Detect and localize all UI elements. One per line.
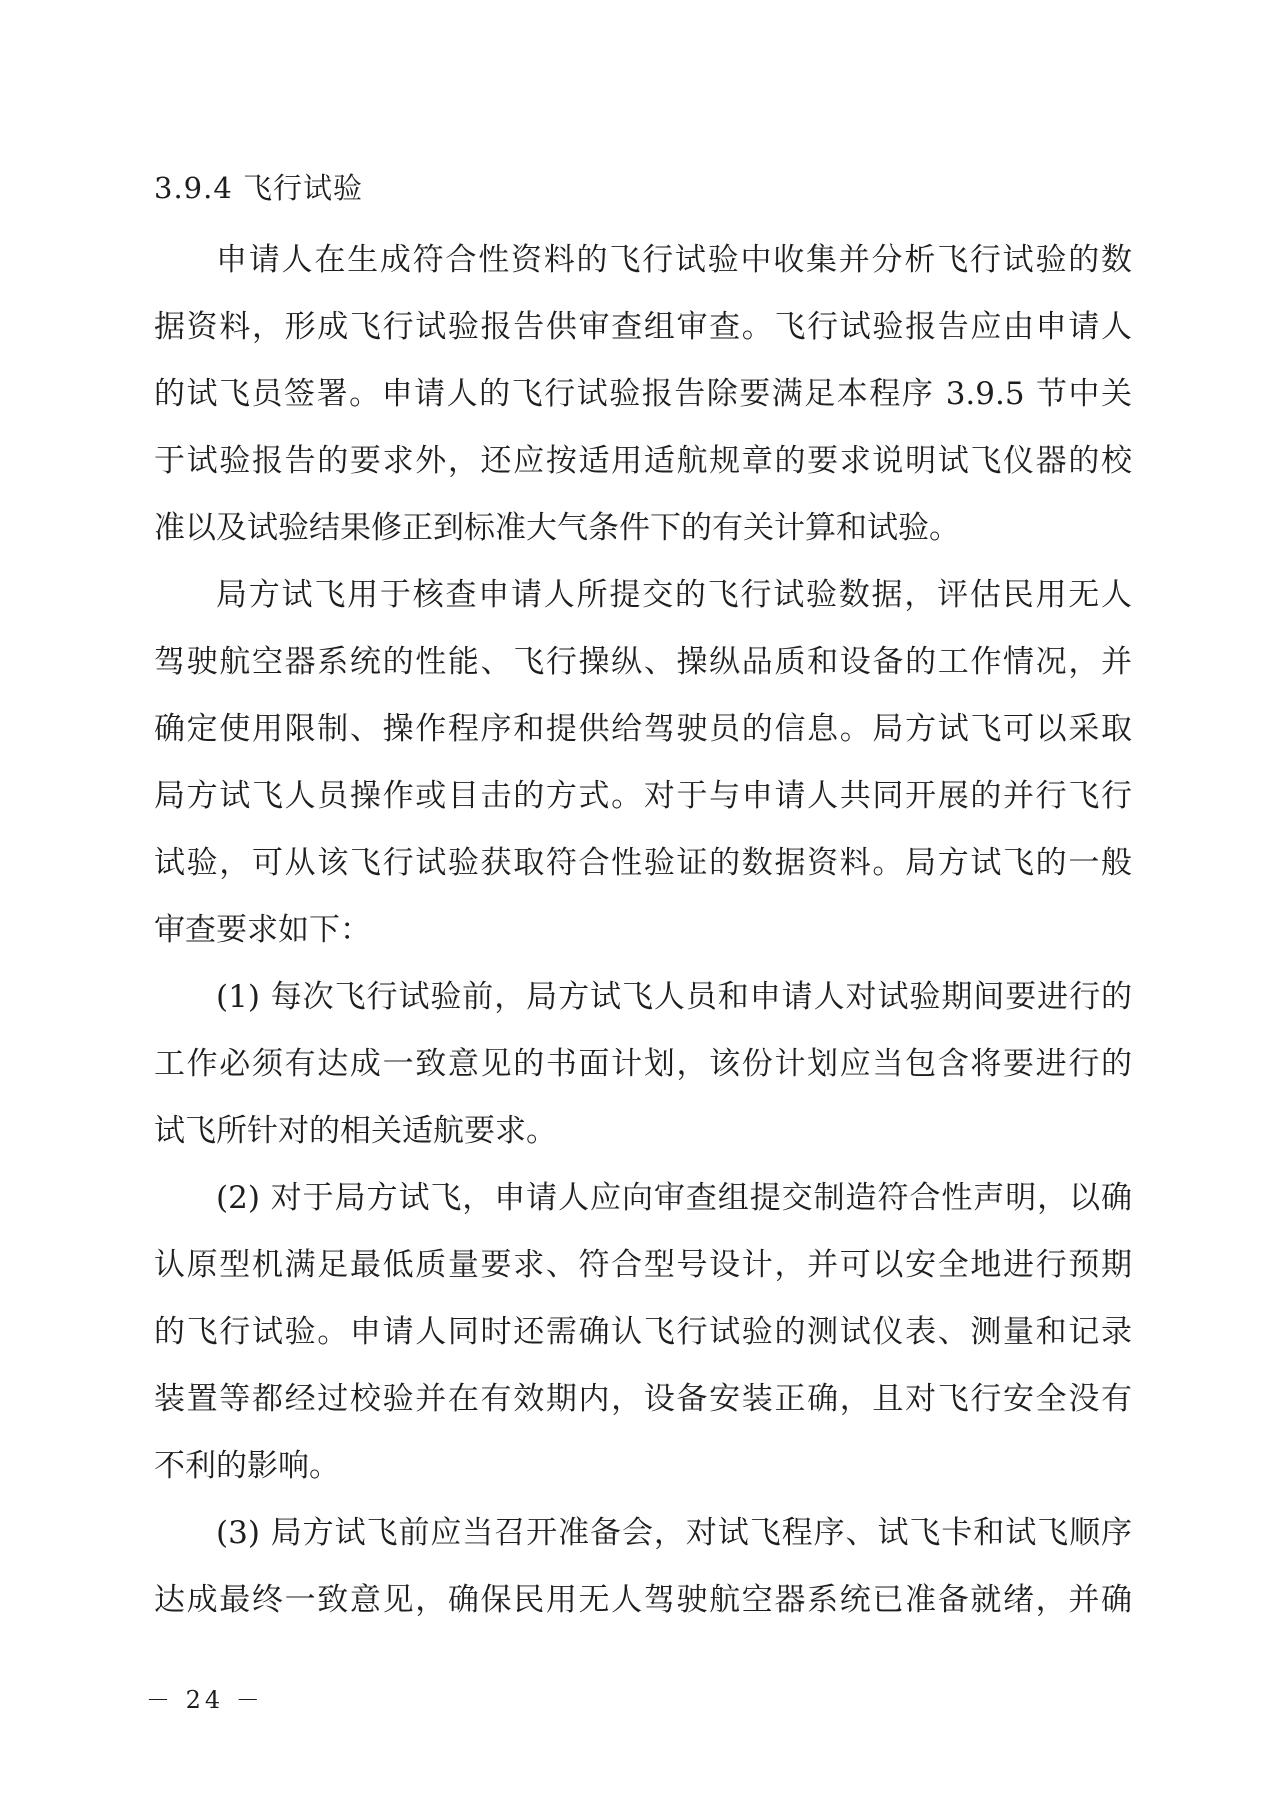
paragraph-line: 于试验报告的要求外，还应按适用适航规章的要求说明试飞仪器的校 [154,443,1132,479]
paragraph-line: 局方试飞人员操作或目击的方式。对于与申请人共同开展的并行飞行 [154,778,1132,814]
list-item-line: (3) 局方试飞前应当召开准备会，对试飞程序、试飞卡和试飞顺序 [216,1515,1132,1551]
list-item-line: 认原型机满足最低质量要求、符合型号设计，并可以安全地进行预期 [154,1247,1132,1283]
list-item-line: (1) 每次飞行试验前，局方试飞人员和申请人对试验期间要进行的 [216,979,1132,1015]
paragraph-line: 的试飞员签署。申请人的飞行试验报告除要满足本程序 3.9.5 节中关 [154,376,1132,412]
paragraph-line: 确定使用限制、操作程序和提供给驾驶员的信息。局方试飞可以采取 [154,711,1132,747]
paragraph-line: 审查要求如下： [154,912,371,948]
list-item-line: 试飞所针对的相关适航要求。 [154,1113,557,1149]
paragraph-line: 准以及试验结果修正到标准大气条件下的有关计算和试验。 [154,510,960,546]
list-item-line: 达成最终一致意见，确保民用无人驾驶航空器系统已准备就绪，并确 [154,1582,1132,1618]
list-item-line: 装置等都经过校验并在有效期内，设备安装正确，且对飞行安全没有 [154,1381,1132,1417]
paragraph-line: 试验，可从该飞行试验获取符合性验证的数据资料。局方试飞的一般 [154,845,1132,881]
list-item-line: 不利的影响。 [154,1448,340,1484]
list-item-line: (2) 对于局方试飞，申请人应向审查组提交制造符合性声明，以确 [216,1180,1132,1216]
paragraph-line: 据资料，形成飞行试验报告供审查组审查。飞行试验报告应由申请人 [154,309,1132,345]
paragraph-line: 驾驶航空器系统的性能、飞行操纵、操纵品质和设备的工作情况，并 [154,644,1132,680]
page-number: － 24 － [146,1686,264,1714]
paragraph-line: 申请人在生成符合性资料的飞行试验中收集并分析飞行试验的数 [216,242,1132,278]
list-item-line: 工作必须有达成一致意见的书面计划，该份计划应当包含将要进行的 [154,1046,1132,1082]
list-item-line: 的飞行试验。申请人同时还需确认飞行试验的测试仪表、测量和记录 [154,1314,1132,1350]
section-heading: 3.9.4 飞行试验 [154,171,364,205]
paragraph-line: 局方试飞用于核查申请人所提交的飞行试验数据，评估民用无人 [216,577,1132,613]
